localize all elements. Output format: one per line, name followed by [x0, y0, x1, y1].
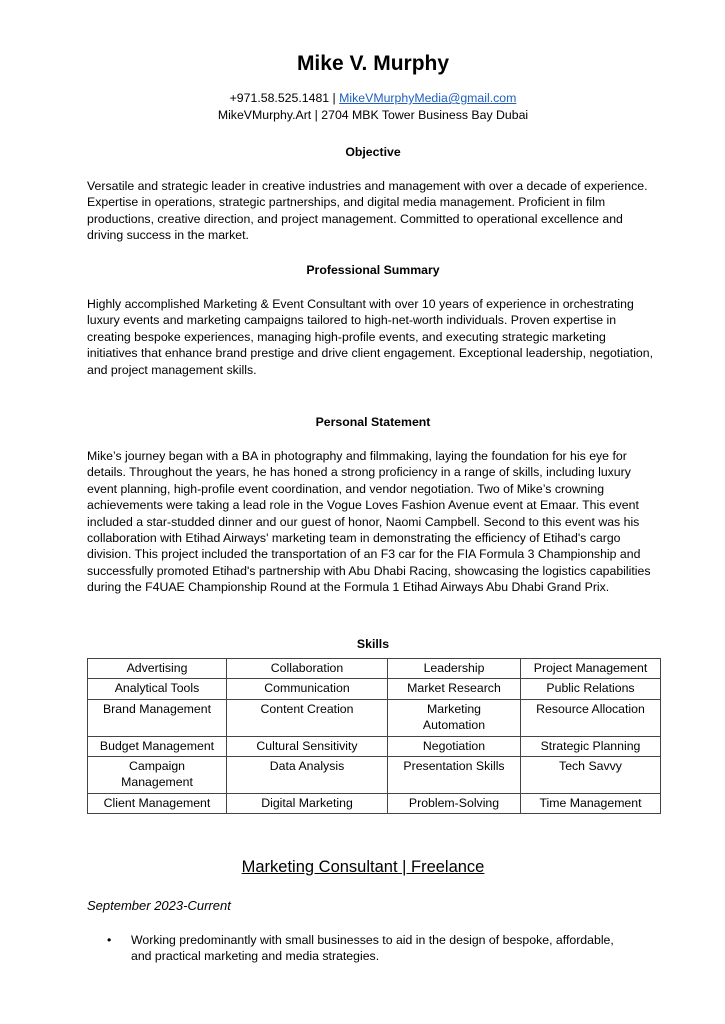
table-row [88, 659, 661, 679]
skill-cell: Leadership [388, 659, 521, 679]
skill-cell: Communication [227, 679, 388, 699]
skill-cell: Content Creation [227, 699, 388, 736]
job-date: September 2023-Current [87, 898, 231, 913]
contact-line-2 [87, 108, 659, 122]
professional-summary-heading: Professional Summary [306, 263, 440, 277]
skill-cell: Market Research [388, 679, 521, 699]
skill-cell: Public Relations [521, 679, 661, 699]
skill-cell: Strategic Planning [521, 736, 661, 756]
table-row [88, 679, 661, 699]
skills-table [87, 658, 661, 814]
job-title-text: Marketing Consultant | Freelance [241, 858, 485, 876]
table-row [88, 794, 661, 814]
skill-cell: Analytical Tools [88, 679, 227, 699]
skill-cell: Negotiation [388, 736, 521, 756]
skill-cell: Project Management [521, 659, 661, 679]
skill-cell: Digital Marketing [227, 794, 388, 814]
objective-text: Versatile and strategic leader in creative industries and management with over a decade of experience. Expertise in operations, strategic partnerships, and digital media management. Proficient in film productions, creative direction, and project management. Committed to operational excellence and driving success in the market. [87, 179, 648, 243]
skill-cell: Collaboration [227, 659, 388, 679]
bullet-icon: • [107, 933, 112, 947]
personal-statement-heading: Personal Statement [315, 415, 431, 429]
skill-cell: Advertising [88, 659, 227, 679]
list-item [87, 932, 631, 965]
skill-cell: Brand Management [88, 699, 227, 736]
skill-cell: Client Management [88, 794, 227, 814]
skill-cell: Cultural Sensitivity [227, 736, 388, 756]
table-row [88, 757, 661, 794]
separator: | [332, 91, 336, 105]
personal-statement-text: Mike’s journey began with a BA in photography and filmmaking, laying the foundation for his eye for details. Throughout the years, he has honed a strong proficiency in a range of skills, including luxury event planning, high-profile event coordination, and vendor negotiation. Two of Mike’s crowning achievements were taking a lead role in the Vogue Loves Fashion Avenue event at Emaar. This event included a star-studded dinner and our guest of honor, Naomi Campbell. Second to this event was his collaboration with Etihad Airways' marketing team in demonstrating the efficiency of Etihad's cargo division. This project included the transportation of an F3 car for the FIA Formula 3 Championship and successfully promoted Etihad's partnership with Abu Dhabi Racing, showcasing the logistics capabilities during the F4UAE Championship Round at the Formula 1 Etihad Airways Abu Dhabi Grand Prix. [87, 449, 651, 595]
skill-cell: Resource Allocation [521, 699, 661, 736]
job-title [87, 858, 639, 877]
candidate-name: Mike V. Murphy [296, 52, 450, 75]
bullet-text: Working predominantly with small businesses to aid in the design of bespoke, affordable, and practical marketing and media strategies. [131, 933, 614, 964]
skill-cell: Data Analysis [227, 757, 388, 794]
website: MikeVMurphy.Art [217, 108, 312, 122]
skill-cell: Budget Management [88, 736, 227, 756]
skill-cell: Presentation Skills [388, 757, 521, 794]
contact-line-1 [87, 91, 659, 105]
skill-cell: Problem-Solving [388, 794, 521, 814]
skill-cell: Campaign Management [88, 757, 227, 794]
skill-cell: Marketing Automation [388, 699, 521, 736]
skill-cell: Tech Savvy [521, 757, 661, 794]
phone-number: +971.58.525.1481 [229, 91, 330, 105]
skill-cell: Time Management [521, 794, 661, 814]
job-bullets [87, 932, 659, 965]
address: 2704 MBK Tower Business Bay Dubai [321, 108, 529, 122]
objective-heading: Objective [345, 145, 401, 159]
skills-heading: Skills [356, 637, 390, 651]
separator: | [314, 108, 318, 122]
table-row [88, 736, 661, 756]
email-link[interactable]: MikeVMurphyMedia@gmail.com [339, 91, 517, 105]
table-row [88, 699, 661, 736]
professional-summary-text: Highly accomplished Marketing & Event Consultant with over 10 years of experience in orchestrating luxury events and marketing campaigns tailored to high-net-worth individuals. Proven expertise in creating bespoke experiences, managing high-profile events, and executing strategic marketing initiatives that enhance brand prestige and drive client engagement. Exceptional leadership, negotiation, and project management skills. [87, 297, 654, 377]
